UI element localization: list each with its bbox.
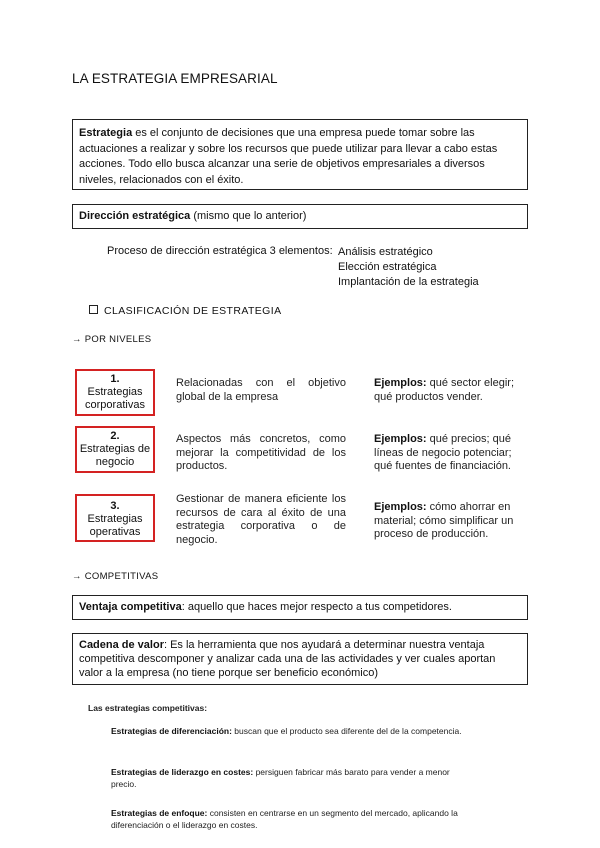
proceso-elements (338, 245, 479, 290)
element-eleccion: Elección estratégica (338, 261, 437, 273)
clasificacion-heading (89, 305, 281, 317)
nivel-2-desc: Aspectos más concretos, como mejorar la competitividad de los productos. (176, 433, 346, 472)
direccion-box (72, 204, 528, 229)
direccion-text: (mismo que lo anterior) (190, 210, 307, 222)
nivel-1-ej-text: qué sector elegir; qué productos vender. (374, 377, 515, 403)
nivel-3-ej-text: cómo ahorrar en material; cómo simplificar un proceso de producción. (374, 501, 514, 540)
ventaja-box (72, 595, 528, 620)
nivel-3-name: Estrategias operativas (87, 513, 143, 538)
por-niveles-heading: → POR NIVELES (72, 334, 152, 345)
diferenciacion-text: buscan que el producto sea diferente del de la competencia. (231, 726, 462, 736)
nivel-1-box (75, 369, 155, 416)
page-title: LA ESTRATEGIA EMPRESARIAL (72, 71, 278, 86)
definition-box (72, 119, 528, 190)
checkbox-bullet-icon (89, 305, 98, 314)
liderazgo-term: Estrategias de liderazgo en costes: (111, 767, 254, 777)
nivel-1-desc: Relacionadas con el objetivo global de la empresa (176, 377, 346, 403)
estrategias-competitivas-heading: Las estrategias competitivas: (88, 703, 208, 713)
nivel-1-num: 1. (110, 373, 120, 385)
nivel-2-num: 2. (110, 430, 120, 442)
nivel-3-desc: Gestionar de manera eficiente los recursos de cara al éxito de una estrategia corporativa o de negocio. (176, 493, 346, 546)
diferenciacion-item (111, 726, 471, 738)
clasificacion-label: CLASIFICACIÓN DE ESTRATEGIA (104, 305, 282, 317)
enfoque-item (111, 808, 473, 831)
ventaja-term: Ventaja competitiva (79, 601, 182, 613)
nivel-1-ej-label: Ejemplos: (374, 377, 427, 389)
nivel-2-ej-label: Ejemplos: (374, 433, 427, 445)
cadena-text: : Es la herramienta que nos ayudará a determinar nuestra ventaja competitiva descomponer y analizar cada una de las actividades y ver cuales aportan valor a la empresa (no tiene porque ser beneficio económico) (79, 639, 496, 679)
nivel-3-box (75, 494, 155, 542)
definition-term: Estrategia (79, 127, 133, 139)
nivel-3-num: 3. (110, 500, 120, 512)
ventaja-text: : aquello que haces mejor respecto a tus competidores. (181, 601, 452, 613)
direccion-term: Dirección estratégica (79, 210, 191, 222)
nivel-2-box (75, 426, 155, 473)
nivel-1-ejemplos (374, 377, 527, 404)
definition-text: es el conjunto de decisiones que una empresa puede tomar sobre las actuaciones a realizar y sobre los recursos que puede utilizar para llevar a cabo estas acciones. Todo ello busca alcanzar una serie de objetivos empresariales a diversos niveles, relacionados con el éxito. (79, 127, 498, 186)
enfoque-text: consisten en centrarse en un segmento del mercado, aplicando la diferenciación o el liderazgo en costes. (111, 808, 458, 830)
cadena-term: Cadena de valor (79, 639, 164, 651)
diferenciacion-term: Estrategias de diferenciación: (111, 726, 232, 736)
liderazgo-text: persiguen fabricar más barato para vender a menor precio. (111, 767, 450, 789)
nivel-3-ejemplos (374, 501, 527, 542)
nivel-2-ejemplos (374, 433, 527, 474)
enfoque-term: Estrategias de enfoque: (111, 808, 208, 818)
element-implantacion: Implantación de la estrategia (338, 276, 479, 288)
cadena-box (72, 633, 528, 685)
nivel-3-ej-label: Ejemplos: (374, 501, 427, 513)
proceso-label: Proceso de dirección estratégica 3 elementos: (107, 245, 333, 257)
competitivas-heading: → COMPETITIVAS (72, 571, 159, 582)
nivel-1-name: Estrategias corporativas (85, 386, 145, 411)
nivel-2-name: Estrategias de negocio (79, 443, 151, 468)
liderazgo-item (111, 767, 471, 790)
element-analisis: Análisis estratégico (338, 246, 433, 258)
nivel-2-ej-text: qué precios; qué líneas de negocio potenciar; qué fuentes de financiación. (374, 433, 512, 472)
